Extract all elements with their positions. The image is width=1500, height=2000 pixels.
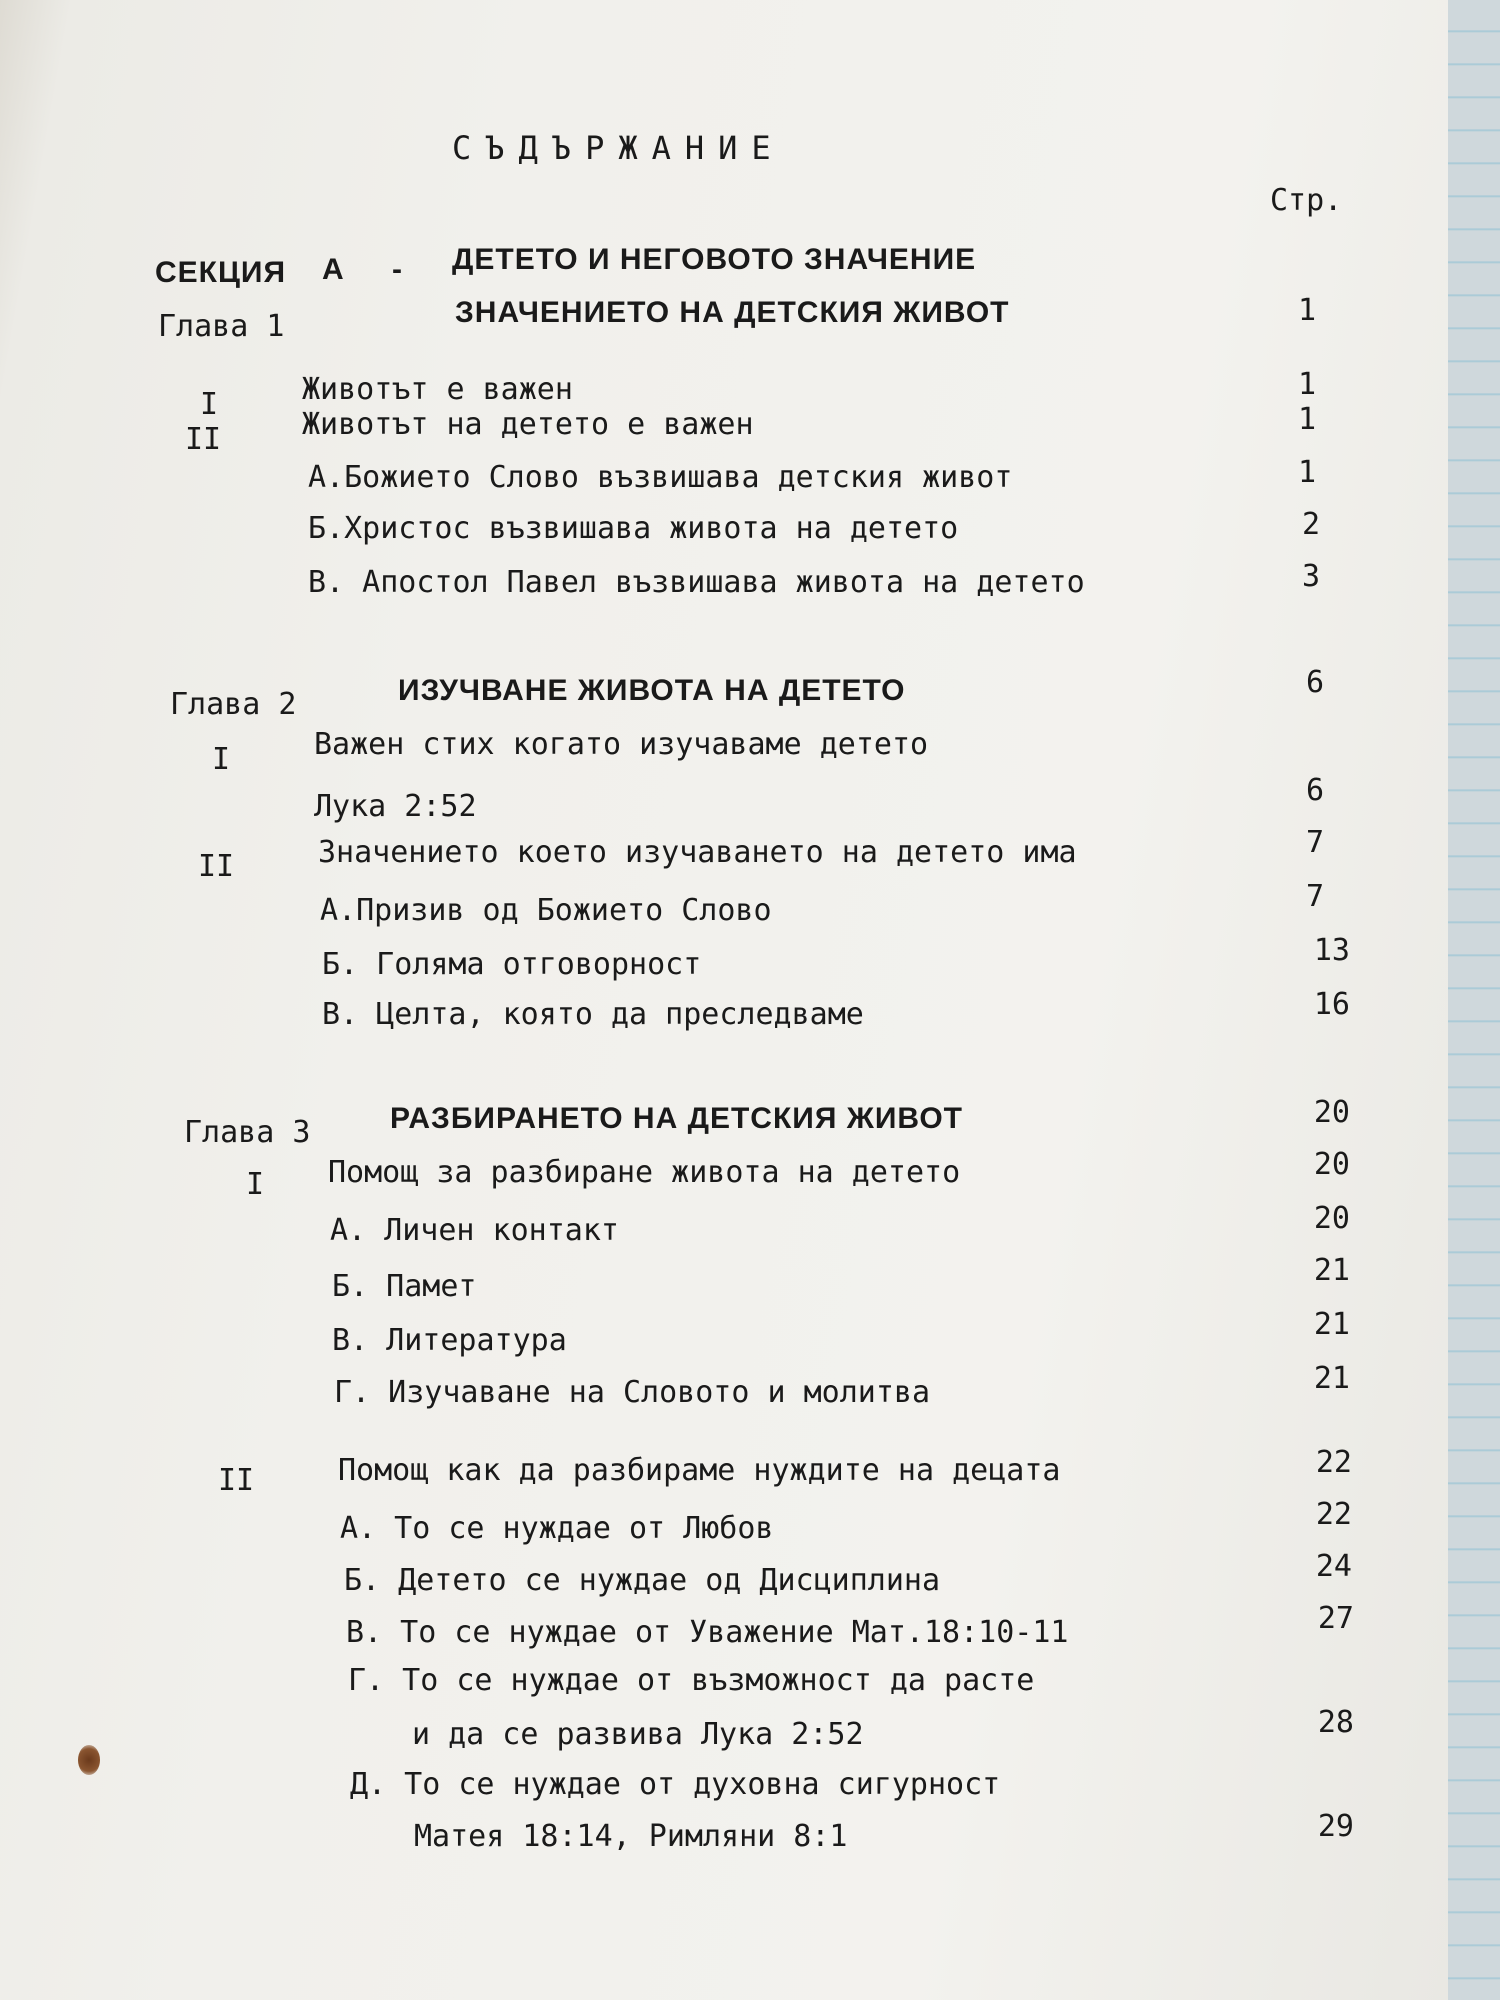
ch1-item-page: 1 bbox=[1297, 402, 1316, 437]
section-dash: - bbox=[392, 253, 403, 286]
ch1-item-num: I bbox=[200, 387, 219, 422]
ch3-item-page: 21 bbox=[1313, 1361, 1350, 1396]
ch3-item-text: Помощ как да разбираме нуждите на децата bbox=[338, 1453, 1061, 1488]
page-edge bbox=[1448, 0, 1500, 2000]
ch2-item-text: Важен стих когато изучаваме детето bbox=[314, 727, 929, 762]
chapter-2-label: Глава 2 bbox=[170, 687, 297, 722]
ch2-item-num: I bbox=[212, 742, 231, 777]
ch2-item-text: Б. Голяма отговорност bbox=[322, 947, 702, 982]
ch3-item-text: А. То се нуждае от Любов bbox=[340, 1511, 774, 1546]
ch3-item-text: В. То се нуждае от Уважение Мат.18:10-11 bbox=[346, 1615, 1069, 1650]
ch3-item-text: Матея 18:14, Римляни 8:1 bbox=[414, 1819, 848, 1854]
ch2-item-page: 7 bbox=[1305, 879, 1324, 914]
ch2-item-text: В. Целта, която да преследваме bbox=[322, 997, 864, 1032]
ch3-item-num: II bbox=[218, 1463, 255, 1498]
chapter-3-page: 20 bbox=[1313, 1095, 1350, 1130]
chapter-2-title: ИЗУЧВАНЕ ЖИВОТА НА ДЕТЕТО bbox=[398, 674, 906, 707]
ch2-item-page: 16 bbox=[1313, 987, 1350, 1022]
ch2-item-page: 13 bbox=[1313, 933, 1350, 968]
section-label: СЕКЦИЯ bbox=[155, 256, 287, 289]
ch1-item-text: Б.Христос възвишава живота на детето bbox=[308, 511, 959, 546]
ch3-item-page: 24 bbox=[1315, 1549, 1352, 1584]
page-title: СЪДЪРЖАНИЕ bbox=[452, 129, 785, 167]
paper-stain bbox=[78, 1745, 100, 1775]
ch3-item-text: Помощ за разбиране живота на детето bbox=[328, 1155, 961, 1190]
ch3-item-text: Д. То се нуждае от духовна сигурност bbox=[350, 1767, 1001, 1802]
ch3-item-page: 21 bbox=[1313, 1253, 1350, 1288]
ch3-item-text: Г. Изучаване на Словото и молитва bbox=[334, 1375, 931, 1410]
ch3-item-page: 29 bbox=[1317, 1809, 1354, 1844]
ch2-item-text: А.Призив од Божието Слово bbox=[320, 893, 772, 928]
ch1-item-text: Животът е важен bbox=[302, 372, 573, 407]
ch2-item-page: 7 bbox=[1305, 825, 1324, 860]
ch2-item-page: 6 bbox=[1305, 773, 1324, 808]
ch1-item-page: 3 bbox=[1301, 559, 1320, 594]
ch2-item-text: Значението което изучаването на детето има bbox=[318, 835, 1077, 870]
ch2-item-text: Лука 2:52 bbox=[314, 789, 477, 824]
ch2-item-num: II bbox=[198, 849, 235, 884]
ch1-item-page: 1 bbox=[1297, 455, 1316, 490]
ch3-item-text: В. Литература bbox=[332, 1323, 567, 1358]
chapter-3-label: Глава 3 bbox=[184, 1115, 311, 1150]
ch3-item-text: Б. Памет bbox=[332, 1269, 477, 1304]
ch3-item-page: 20 bbox=[1313, 1147, 1350, 1182]
page-column-label: Стр. bbox=[1270, 183, 1343, 218]
ch1-item-text: В. Апостол Павел възвишава живота на детето bbox=[308, 565, 1085, 600]
ch3-item-page: 27 bbox=[1317, 1601, 1354, 1636]
chapter-2-page: 6 bbox=[1305, 665, 1324, 700]
ch1-item-page: 1 bbox=[1297, 367, 1316, 402]
ch1-item-text: А.Божието Слово възвишава детския живот bbox=[308, 460, 1013, 495]
ch3-item-page: 22 bbox=[1315, 1445, 1352, 1480]
ch3-item-text: Г. То се нуждае от възможност да расте bbox=[348, 1663, 1035, 1698]
ch3-item-page: 21 bbox=[1313, 1307, 1350, 1342]
chapter-1-title: ЗНАЧЕНИЕТО НА ДЕТСКИЯ ЖИВОТ bbox=[455, 296, 1010, 329]
ch3-item-text: А. Личен контакт bbox=[330, 1213, 619, 1248]
section-title: ДЕТЕТО И НЕГОВОТО ЗНАЧЕНИЕ bbox=[452, 243, 977, 276]
ch3-item-text: и да се развива Лука 2:52 bbox=[412, 1717, 864, 1752]
section-letter: А bbox=[322, 253, 345, 286]
chapter-1-label: Глава 1 bbox=[158, 309, 285, 344]
chapter-1-page: 1 bbox=[1297, 293, 1316, 328]
ch3-item-text: Б. Детето се нуждае од Дисциплина bbox=[344, 1563, 941, 1598]
ch1-item-page: 2 bbox=[1301, 507, 1320, 542]
ch1-item-num: II bbox=[185, 422, 222, 457]
ch1-item-text: Животът на детето е важен bbox=[302, 407, 754, 442]
ch3-item-page: 22 bbox=[1315, 1497, 1352, 1532]
chapter-3-title: РАЗБИРАНЕТО НА ДЕТСКИЯ ЖИВОТ bbox=[390, 1102, 963, 1135]
ch3-item-page: 28 bbox=[1317, 1705, 1354, 1740]
ch3-item-num: I bbox=[246, 1167, 265, 1202]
ch3-item-page: 20 bbox=[1313, 1201, 1350, 1236]
